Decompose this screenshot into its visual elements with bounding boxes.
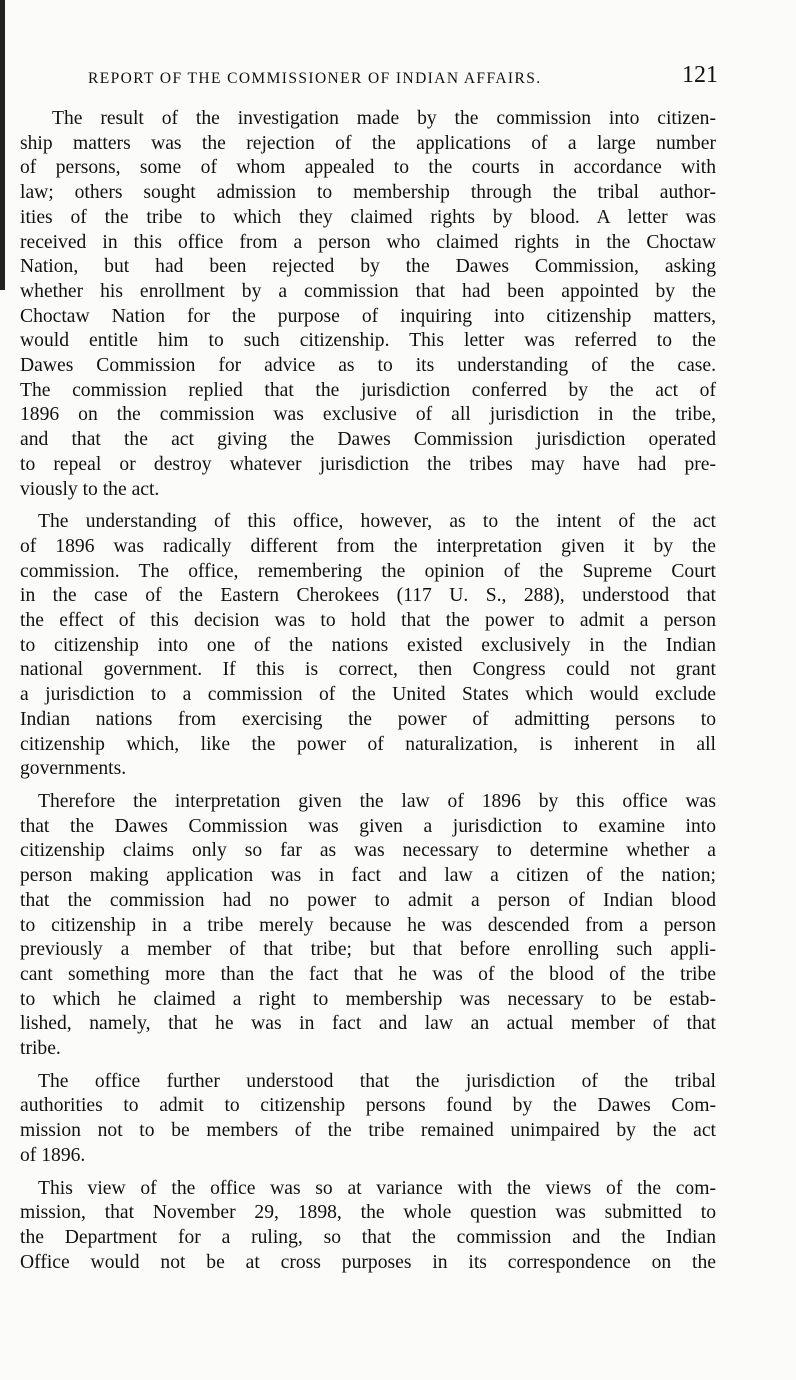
page-number: 121 [682,62,718,88]
text-line: Dawes Commission for advice as to its understanding of the case. [20,355,716,377]
text-line: person making application was in fact and law a citizen of the nation; [20,865,716,887]
text-line: Therefore the interpretation given the law of 1896 by this office was [38,790,716,812]
paragraph-1 [20,107,716,502]
body-text [20,107,716,1275]
text-line: mission not to be members of the tribe remained unimpaired by the act [20,1120,716,1142]
paragraph-5 [20,1177,716,1276]
text-line: of persons, some of whom appealed to the courts in accordance with [20,157,716,179]
paragraph-2 [20,510,716,782]
text-line: to which he claimed a right to membership was necessary to be estab- [20,988,716,1010]
text-line: This view of the office was so at variance with the views of the com- [38,1177,716,1199]
text-line: Choctaw Nation for the purpose of inquiring into citizenship matters, [20,305,716,327]
text-line: and that the act giving the Dawes Commission jurisdiction operated [20,429,716,451]
text-line: cant something more than the fact that he was of the blood of the tribe [20,963,716,985]
text-line: The understanding of this office, however, as to the intent of the act [38,511,716,533]
text-line: lished, namely, that he was in fact and law an actual member of that [20,1013,716,1035]
running-header [88,62,718,94]
running-header-title: REPORT OF THE COMMISSIONER OF INDIAN AFFAIRS. [88,70,542,87]
text-line: to citizenship into one of the nations existed exclusively in the Indian [20,634,716,656]
text-line: Indian nations from exercising the power of admitting persons to [20,708,716,730]
text-line: received in this office from a person who claimed rights in the Choctaw [20,231,716,253]
text-line: a jurisdiction to a commission of the United States which would exclude [20,684,716,706]
text-line: governments. [20,758,127,780]
text-line: whether his enrollment by a commission that had been appointed by the [20,280,716,302]
text-line: commission. The office, remembering the opinion of the Supreme Court [20,560,716,582]
text-line: of 1896. [20,1144,86,1166]
text-line: ship matters was the rejection of the applications of a large number [20,132,716,154]
text-line: authorities to admit to citizenship persons found by the Dawes Com- [20,1095,716,1117]
text-line: that the Dawes Commission was given a jurisdiction to examine into [20,815,716,837]
text-line: previously a member of that tribe; but that before enrolling such appli- [20,939,716,961]
text-line: mission, that November 29, 1898, the whole question was submitted to [20,1202,716,1224]
text-line: law; others sought admission to membership through the tribal author- [20,182,716,204]
text-line: The result of the investigation made by the commission into citizen- [52,108,716,129]
text-line: the effect of this decision was to hold that the power to admit a person [20,610,716,632]
paragraph-3 [20,790,716,1062]
text-line: ities of the tribe to which they claimed rights by blood. A letter was [20,206,716,228]
text-line: of 1896 was radically different from the interpretation given it by the [20,535,716,557]
text-line: in the case of the Eastern Cherokees (117 U. S., 288), understood that [20,585,716,607]
text-line: 1896 on the commission was exclusive of all jurisdiction in the tribe, [20,404,716,426]
text-line: Office would not be at cross purposes in its correspondence on the [20,1251,716,1273]
text-line: would entitle him to such citizenship. This letter was referred to the [20,330,716,352]
text-line: national government. If this is correct, then Congress could not grant [20,659,716,681]
text-line: to repeal or destroy whatever jurisdiction the tribes may have had pre- [20,453,716,475]
text-line: to citizenship in a tribe merely because he was descended from a person [20,914,716,936]
text-line: Nation, but had been rejected by the Dawes Commission, asking [20,256,716,278]
text-line: that the commission had no power to admit a person of Indian blood [20,889,716,911]
text-line: viously to the act. [20,478,160,500]
scan-edge-shadow [0,0,5,290]
text-line: citizenship which, like the power of naturalization, is inherent in all [20,733,716,755]
text-line: tribe. [20,1038,61,1060]
text-line: the Department for a ruling, so that the commission and the Indian [20,1226,716,1248]
text-line: citizenship claims only so far as was necessary to determine whether a [20,840,716,862]
text-line: The office further understood that the jurisdiction of the tribal [38,1070,716,1092]
paragraph-4 [20,1070,716,1169]
text-line: The commission replied that the jurisdiction conferred by the act of [20,379,716,401]
